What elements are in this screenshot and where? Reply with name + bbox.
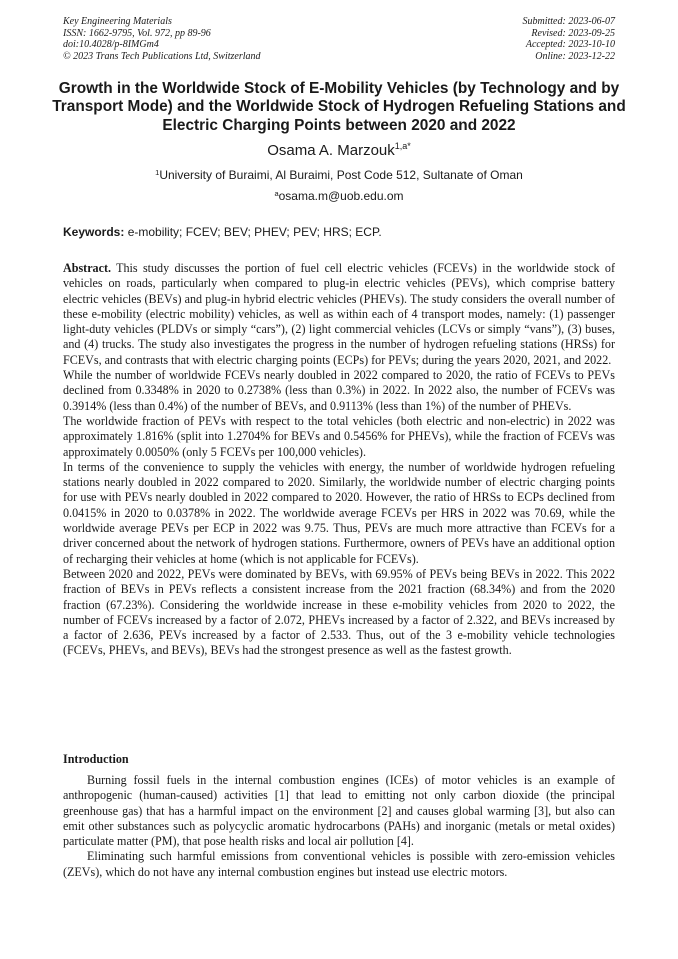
doi: doi:10.4028/p-8IMGm4 <box>63 39 159 50</box>
author-sup: 1,a* <box>394 141 411 151</box>
copyright: © 2023 Trans Tech Publications Ltd, Switzerland <box>63 50 261 62</box>
keywords <box>63 225 615 239</box>
abstract-paragraph: The worldwide fraction of PEVs with respect to the total vehicles (both electric and non-electric) in 2022 was approximately 1.816% (split into 1.2704% for BEVs and 0.5456% for PHEVs), while the fraction of FCEVs was approximately 0.0050% (only 5 FCEVs per 100,000 vehicles). <box>63 413 615 459</box>
affiliation-text: University of Buraimi, Al Buraimi, Post Code 512, Sultanate of Oman <box>159 168 523 182</box>
keywords-text: e-mobility; FCEV; BEV; PHEV; PEV; HRS; ECP. <box>124 225 382 239</box>
journal-info <box>63 16 261 62</box>
email-sup: a <box>274 189 279 198</box>
abstract-text: This study discusses the portion of fuel cell electric vehicles (FCEVs) in the worldwide stock of vehicles on roads, particularly when compared to plug-in electric vehicles (PEVs), which comprise battery electric vehicles (BEVs) and plug-in hybrid electric vehicles (PHEVs). The study considers the overall number of these e-mobility (electric mobility) vehicles, as well as within each of 4 transport modes, namely: (1) passenger light-duty vehicles (PLDVs or simply “cars”), (2) light commercial vehicles (LCVs or simply “vans”), (3) buses, and (4) trucks. The study also investigates the progress in the number of hydrogen refueling stations (HRSs) for FCEVs, and contrasts that with electric charging points (ECPs) for PEVs; during the years 2020, 2021, and 2022. <box>63 261 615 367</box>
introduction-paragraph: Eliminating such harmful emissions from conventional vehicles is possible with zero-emission vehicles (ZEVs), which do not have any internal combustion engines but instead use electric motors. <box>63 849 615 879</box>
introduction-paragraph: Burning fossil fuels in the internal combustion engines (ICEs) of motor vehicles is an example of anthropogenic (human-caused) activities [1] that lead to emitting not only carbon dioxide (the principal greenhouse gas) that has a harmful impact on the environment [2] and causes global warming [3], but also can emit other substances such as polycyclic aromatic hydrocarbons (PAHs) and inorganic (metals or metal oxides) particulate matter (PM), that pose health risks and local air pollution [4]. <box>63 773 615 849</box>
accepted-date: Accepted: 2023-10-10 <box>525 39 615 50</box>
affiliation-sup: 1 <box>155 168 160 177</box>
paper-title: Growth in the Worldwide Stock of E-Mobility Vehicles (by Technology and by Transport Mode) and the Worldwide Stock of Hydrogen Refueling Stations and Electric Charging Points between 2020 and 2022 <box>52 80 626 134</box>
introduction-heading: Introduction <box>63 752 129 766</box>
dates-info <box>523 16 616 62</box>
submitted-date: Submitted: 2023-06-07 <box>522 16 615 27</box>
online-date: Online: 2023-12-22 <box>535 50 615 62</box>
abstract-paragraph <box>63 261 615 368</box>
abstract-paragraph: While the number of worldwide FCEVs nearly doubled in 2022 compared to 2020, the ratio of FCEVs to PEVs declined from 0.3348% in 2020 to 0.2738% (less than 0.3%) in 2022. In 2022 also, the number of FCEVs was 0.3914% (less than 0.4%) of the number of BEVs, and 0.9113% (less than 1%) of the number of PHEVs. <box>63 368 615 413</box>
abstract-label: Abstract. <box>63 261 112 275</box>
affiliation <box>0 168 678 182</box>
introduction <box>63 773 615 880</box>
revised-date: Revised: 2023-09-25 <box>531 27 615 39</box>
email <box>0 189 678 203</box>
abstract <box>63 261 615 659</box>
author-name: Osama A. Marzouk <box>267 142 395 159</box>
issn: ISSN: 1662-9795, Vol. 972, pp 89-96 <box>63 27 211 39</box>
abstract-paragraph: In terms of the convenience to supply the vehicles with energy, the number of worldwide hydrogen refueling stations nearly doubled in 2022 compared to 2020. Similarly, the worldwide number of electric charging points for use with PEVs nearly doubled in 2022 compared to 2020. However, the ratio of HRSs to ECPs declined from 0.0415% in 2020 to 0.0378% in 2022. The worldwide average FCEVs per HRS in 2022 was 70.69, while the worldwide average PEVs per ECP in 2022 was 9.75. Thus, PEVs are much more attractive than FCEVs for a driver concerned about the network of hydrogen stations. Furthermore, owners of PEVs have an additional option of recharging their vehicles at home (which is not applicable for FCEVs). <box>63 459 615 566</box>
email-text: osama.m@uob.edu.om <box>278 189 404 203</box>
journal-name: Key Engineering Materials <box>63 16 172 27</box>
keywords-label: Keywords: <box>63 225 125 239</box>
abstract-paragraph: Between 2020 and 2022, PEVs were dominated by BEVs, with 69.95% of PEVs being BEVs in 2022. This 2022 fraction of BEVs in PEVs reflects a consistent increase from the 2021 fraction (68.34%) and from the 2020 fraction (67.23%). Considering the worldwide increase in these e-mobility vehicles from 2020 to 2022, the number of FCEVs increased by a factor of 2.072, PHEVs increased by a factor of 2.322, and BEVs increased by a factor of 2.636, PEVs increased by a factor of 2.533. Thus, out of the 3 e-mobility vehicle technologies (FCEVs, PHEVs, and BEVs), BEVs had the strongest presence as well as the fastest growth. <box>63 566 615 658</box>
author <box>0 141 678 159</box>
